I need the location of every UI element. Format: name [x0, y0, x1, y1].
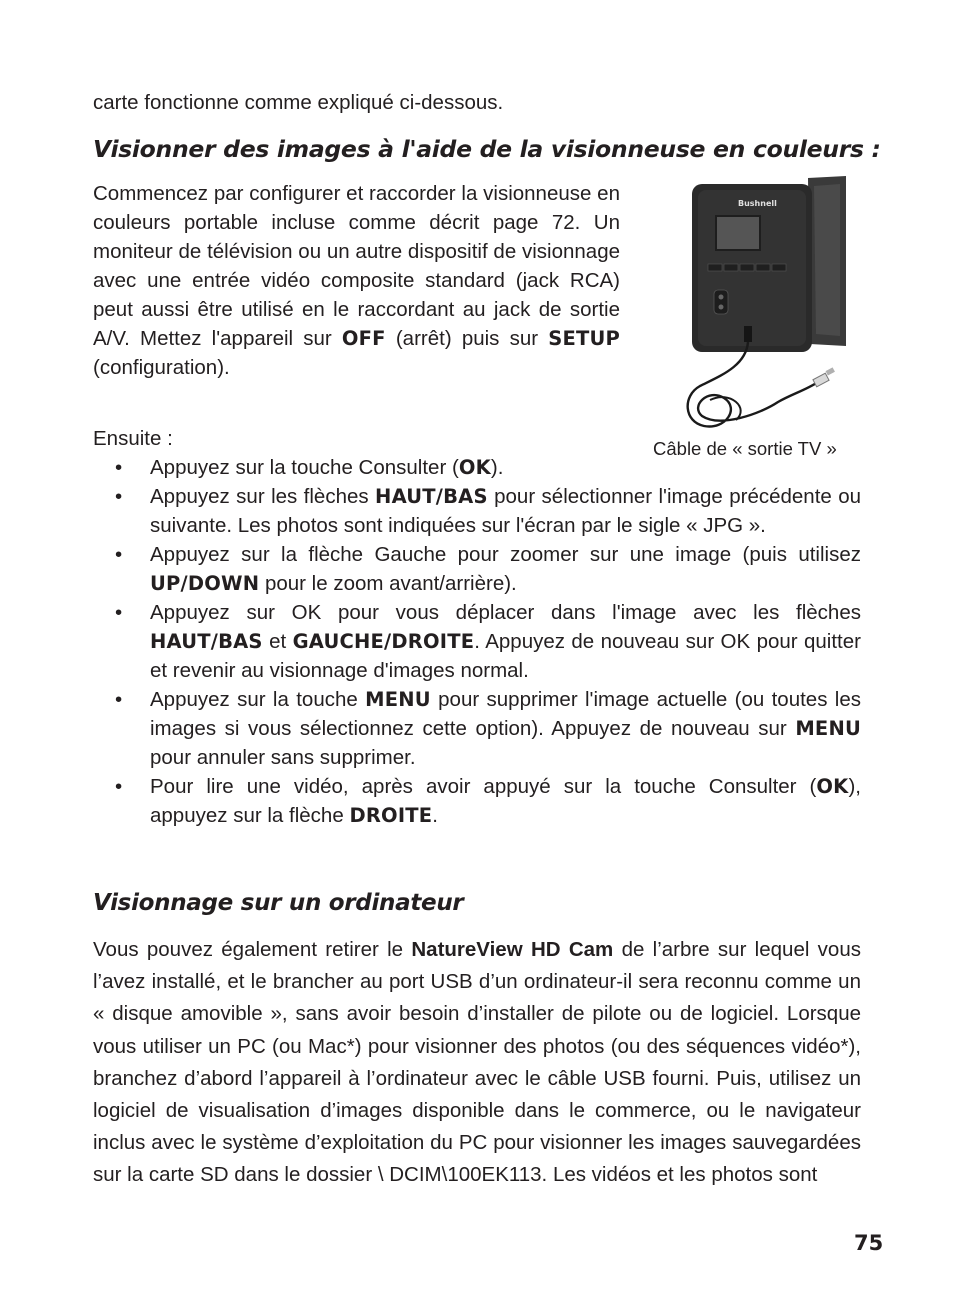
text-run: pour annuler sans supprimer. — [150, 746, 416, 769]
bold-keyword: SETUP — [548, 327, 620, 350]
text-run: (configuration). — [93, 356, 230, 379]
list-item — [93, 772, 861, 830]
camera-buttons — [708, 264, 786, 271]
text-run: Appuyez sur la touche — [150, 688, 366, 711]
bold-keyword: DROITE — [349, 804, 433, 827]
bullet-icon: • — [115, 543, 123, 566]
intro-text: carte fonctionne comme expliqué ci-dessous. — [93, 91, 504, 114]
instruction-list — [93, 453, 861, 830]
bold-keyword: MENU — [365, 688, 431, 711]
bold-keyword: HAUT/BAS — [375, 485, 488, 508]
text-run: et — [262, 630, 293, 653]
text-run: Commencez par configurer et raccorder la visionneuse en couleurs portable incluse comme décrit page 72. Un moniteur de télévision ou un autre dispositif de visionnage avec une entrée vidéo composite standard (jack RCA) peut aussi être utilisé en le raccordant au jack de sortie A/V. Mettez l'appareil sur — [93, 182, 620, 350]
paragraph-computer — [93, 934, 861, 1192]
section-heading-computer: Visionnage sur un ordinateur — [93, 890, 464, 916]
paragraph-setup — [93, 179, 620, 382]
text-run: . Appuyez de nouveau sur OK pour quitter et revenir au visionnage d'images normal. — [150, 630, 861, 682]
bullet-icon: • — [115, 688, 123, 711]
list-item — [93, 453, 861, 482]
bold-keyword: OK — [458, 456, 491, 479]
list-item — [93, 482, 861, 540]
figure-caption: Câble de « sortie TV » — [653, 438, 837, 459]
text-run: Appuyez sur la touche Consulter ( — [150, 456, 459, 479]
bold-keyword: UP/DOWN — [150, 572, 260, 595]
trail-camera-illustration — [680, 176, 846, 432]
text-run: Appuyez sur OK pour vous déplacer dans l'image avec les flèches — [150, 601, 861, 624]
text-run: pour le zoom avant/arrière). — [259, 572, 517, 595]
list-item — [93, 598, 861, 685]
text-run: pour sélectionner l'image précédente ou suivante. Les photos sont indiquées sur l'écran par le sigle « JPG ». — [150, 485, 861, 537]
brand-logo: Bushnell — [738, 199, 777, 208]
text-run: . — [432, 804, 438, 827]
bullet-icon: • — [115, 456, 123, 479]
page-number: 75 — [854, 1231, 884, 1255]
camera-photo — [680, 176, 846, 432]
text-run: ). — [490, 456, 504, 479]
bold-keyword: GAUCHE/DROITE — [292, 630, 475, 653]
bullet-icon: • — [115, 775, 123, 798]
camera-screen — [716, 216, 760, 250]
section-heading-color-viewer: Visionner des images à l'aide de la visionneuse en couleurs : — [93, 135, 881, 163]
list-item — [93, 540, 861, 598]
text-run: Pour lire une vidéo, après avoir appuyé sur la touche Consulter ( — [150, 775, 817, 798]
bold-keyword: OFF — [341, 327, 386, 350]
bullet-icon: • — [115, 485, 123, 508]
text-run: de l’arbre sur lequel vous l’avez installé, et le brancher au port USB d’un ordinateur-il sera reconnu comme un « disque amovible », sans avoir besoin d’installer de pilote ou de logiciel. Lorsque vous utiliser un PC (ou Mac*) pour visionner des photos (ou des séquences vidéo*), branchez d’abord l’appareil à l’ordinateur avec le câble USB fourni. Puis, utilisez un logiciel de visualisation d’images disponible dans le commerce, ou le navigateur inclus avec le système d’exploitation du PC pour visionner les images sauvegardées sur la carte SD dans le dossier \ DCIM\100EK113. Les vidéos et les photos sont — [93, 938, 861, 1187]
text-run: Vous pouvez également retirer le — [93, 938, 412, 961]
text-run: (arrêt) puis sur — [385, 327, 549, 350]
av-plug — [744, 326, 752, 342]
bold-keyword: HAUT/BAS — [150, 630, 263, 653]
product-name: NatureView HD Cam — [411, 938, 614, 961]
bold-keyword: MENU — [795, 717, 861, 740]
text-run: Appuyez sur la flèche Gauche pour zoomer sur une image (puis utilisez — [150, 543, 861, 566]
bold-keyword: OK — [816, 775, 849, 798]
text-run: pour supprimer l'image actuelle (ou toutes les images si vous sélectionnez cette option). Appuyez de nouveau sur — [150, 688, 861, 740]
text-run: ), appuyez sur la flèche — [150, 775, 861, 827]
text-run: Appuyez sur les flèches — [150, 485, 376, 508]
then-label: Ensuite : — [93, 427, 173, 450]
bullet-icon: • — [115, 601, 123, 624]
list-item — [93, 685, 861, 772]
mode-switch — [714, 290, 728, 314]
